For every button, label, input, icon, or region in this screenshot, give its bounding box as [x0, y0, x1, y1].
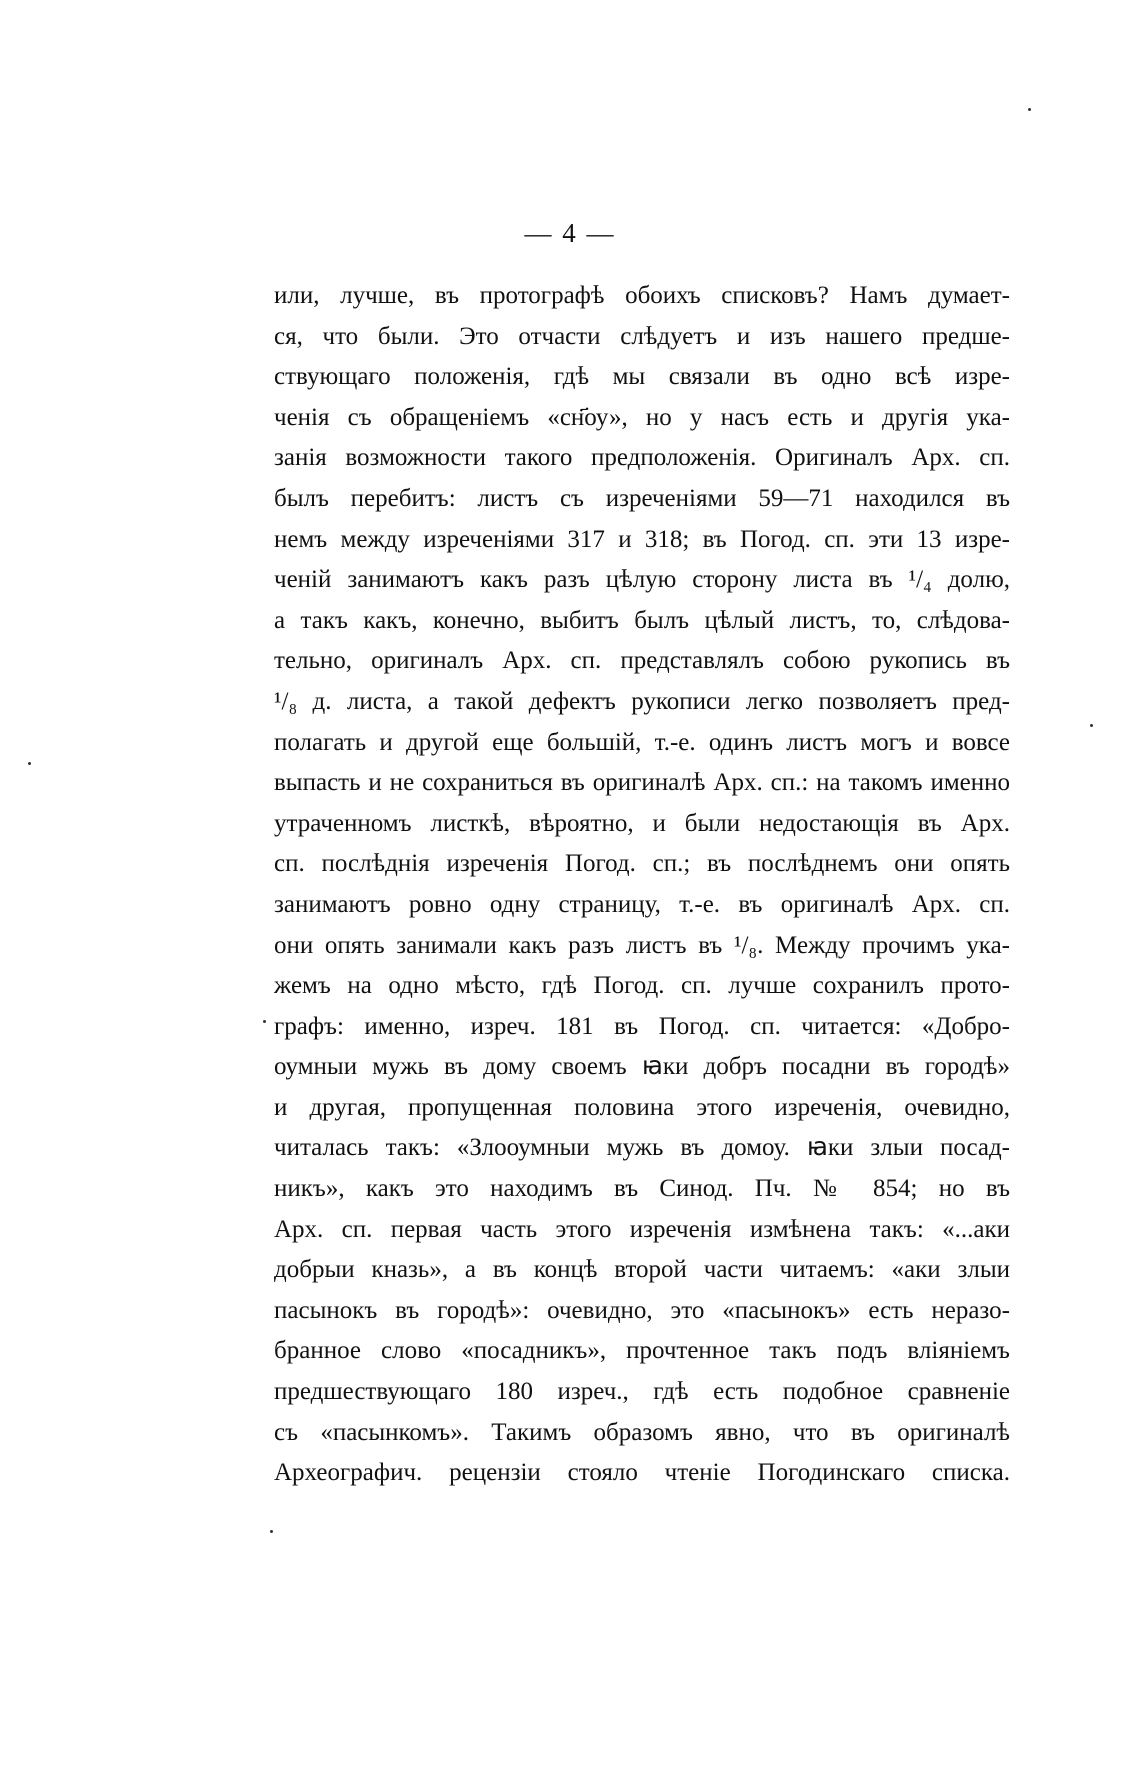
- text-line: ся, что были. Это отчасти слѣдуетъ и изъ нашего предше-: [274, 322, 1010, 350]
- text-line: и другая, пропущенная половина этого изреченія, очевидно,: [274, 1093, 1010, 1121]
- text-line: ствующаго положенія, гдѣ мы связали въ одно всѣ изре-: [274, 363, 1010, 391]
- text-line: или, лучше, въ протографѣ обоихъ списковъ? Намъ думает-: [274, 282, 1010, 309]
- text-line: Археографич. рецензіи стояло чтеніе Погодинскаго списка.: [274, 1459, 1010, 1487]
- text-line: занимаютъ ровно одну страницу, т.-е. въ оригиналѣ Арх. сп.: [274, 890, 1010, 918]
- text-line: утраченномъ листкѣ, вѣроятно, и были недостающія въ Арх.: [274, 809, 1010, 837]
- text-line: они опять занимали какъ разъ листъ въ ¹/₈. Между прочимъ ука-: [274, 931, 1010, 959]
- text-line: предшествующаго 180 изреч., гдѣ есть подобное сравненіе: [274, 1378, 1010, 1406]
- text-line: ¹/₈ д. листа, а такой дефектъ рукописи легко позволяетъ пред-: [274, 687, 1010, 715]
- text-line: выпасть и не сохраниться въ оригиналѣ Арх. сп.: на такомъ именно: [274, 769, 1010, 797]
- text-line: читалась такъ: «Злооумныи мужь въ домоу. ꙗки злыи посад-: [274, 1134, 1010, 1162]
- text-line: оумныи мужь въ дому своемъ ꙗки добръ посадни въ городѣ»: [274, 1053, 1010, 1081]
- text-line: тельно, оригиналъ Арх. сп. представлялъ собою рукопись въ: [274, 647, 1010, 675]
- text-line: жемъ на одно мѣсто, гдѣ Погод. сп. лучше сохранилъ прото-: [274, 972, 1010, 1000]
- text-line: графъ: именно, изреч. 181 въ Погод. сп. читается: «Добро-: [274, 1012, 1010, 1040]
- text-line: ченій занимаютъ какъ разъ цѣлую сторону листа въ ¹/₄ долю,: [274, 566, 1010, 594]
- scan-speck: [28, 762, 31, 765]
- scan-speck: [270, 1530, 273, 1533]
- text-line: былъ перебитъ: листъ съ изреченіями 59—71 находился въ: [274, 484, 1010, 512]
- text-line: полагать и другой еще большій, т.-е. одинъ листъ могъ и вовсе: [274, 728, 1010, 756]
- text-line: пасынокъ въ городѣ»: очевидно, это «пасынокъ» есть неразо-: [274, 1296, 1010, 1324]
- text-line: бранное слово «посадникъ», прочтенное такъ подъ вліяніемъ: [274, 1337, 1010, 1365]
- text-line: добрыи кназь», а въ концѣ второй части читаемъ: «аки злыи: [274, 1256, 1010, 1284]
- scan-speck: [1090, 724, 1093, 727]
- text-line: занія возможности такого предположенія. Оригиналъ Арх. сп.: [274, 444, 1010, 472]
- text-line: ченія съ обращеніемъ «сн҃оу», но у насъ есть и другія ука-: [274, 403, 1010, 431]
- body-text: [274, 276, 1010, 1494]
- text-line: никъ», какъ это находимъ въ Синод. Пч. № 854; но въ: [274, 1175, 1010, 1203]
- scan-speck: [1028, 108, 1031, 111]
- text-line: а такъ какъ, конечно, выбитъ былъ цѣлый листъ, то, слѣдова-: [274, 606, 1010, 634]
- page-number: — 4 —: [524, 218, 616, 248]
- text-line: сп. послѣднія изреченія Погод. сп.; въ послѣднемъ они опять: [274, 850, 1010, 878]
- text-line: немъ между изреченіями 317 и 318; въ Погод. сп. эти 13 изре-: [274, 525, 1010, 553]
- text-line: Арх. сп. первая часть этого изреченія измѣнена такъ: «...аки: [274, 1215, 1010, 1243]
- scan-speck: [263, 1020, 266, 1023]
- text-line: съ «пасынкомъ». Такимъ образомъ явно, что въ оригиналѣ: [274, 1418, 1010, 1446]
